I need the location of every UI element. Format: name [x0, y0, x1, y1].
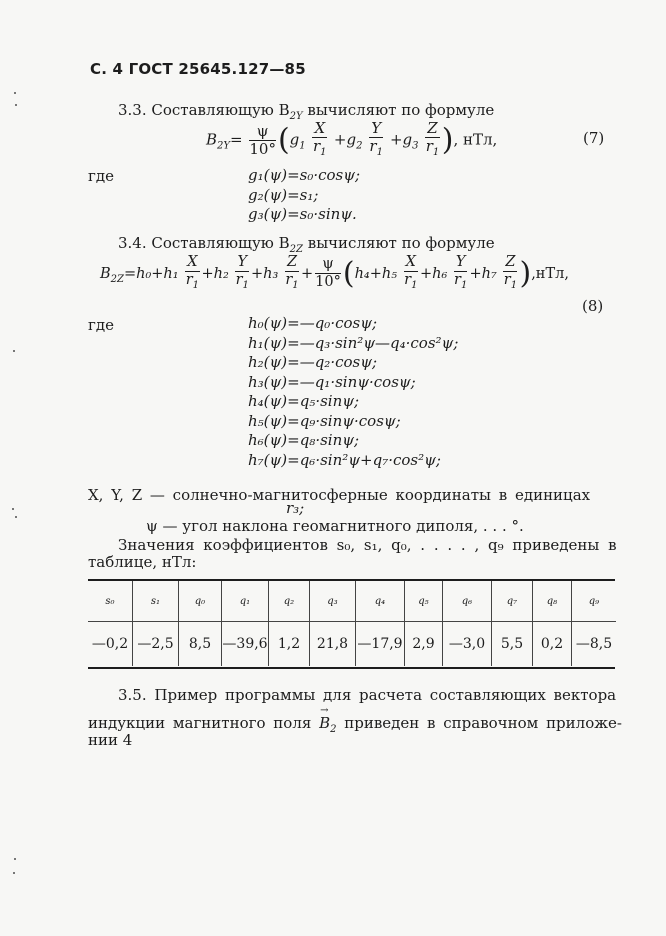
coefficient-table [88, 581, 616, 666]
header-q5: q₅ [405, 581, 443, 622]
vector-b2 [319, 705, 337, 735]
value-q3: 21,8 [310, 622, 356, 667]
section-3-5-line-1: 3.5. Пример программы для расчета составляющих вектора [118, 686, 617, 704]
eq8-plus-h7: +h₇ [469, 265, 497, 282]
eq8-r-6: r [503, 272, 511, 288]
eq7-g1-sub: 1 [299, 140, 306, 152]
header-q7: q₇ [492, 581, 533, 622]
eq7-y-over-r1 [369, 120, 383, 161]
eq8-y: Y [237, 254, 248, 270]
eq8-r-4: r [404, 272, 412, 288]
eq7-g1: g [289, 130, 300, 149]
eq8-x-over-r1 [185, 254, 199, 294]
scan-speck [15, 516, 17, 518]
coefficients-sentence: Значения коэффициентов s₀, s₁, q₀, . . . . , q₉ приведены в [118, 536, 617, 554]
scan-speck [14, 92, 16, 94]
equation-8-number: (8) [582, 297, 604, 315]
eq7-g2-sub: 2 [356, 140, 363, 152]
eq8-y-over-r1-inner [454, 254, 468, 294]
section-3-5-line-3: нии 4 [88, 731, 133, 749]
eq8-inner-start: h₄+h₅ [354, 265, 398, 282]
header-s0: s₀ [88, 581, 133, 622]
section-3-4-subscript: 2Z [289, 244, 303, 255]
section-3-4-outro: вычисляют по формуле [302, 234, 495, 252]
value-q5: 2,9 [405, 622, 443, 667]
eq7-equals: = [230, 130, 243, 149]
eq8-open-paren: ( [342, 255, 355, 291]
value-q8: 0,2 [533, 622, 572, 667]
section-3-3-subscript: 2Y [289, 111, 303, 122]
coefficient-table-grid [88, 581, 616, 666]
eq8-x-inner: X [405, 254, 416, 270]
h4-definition: h₄(ψ)=q₅·sinψ; [248, 392, 360, 410]
eq8-z-inner: Z [505, 254, 516, 270]
where-label-1: где [88, 167, 114, 185]
eq8-y-inner: Y [455, 254, 466, 270]
eq7-g3: g [402, 130, 413, 149]
eq7-open-paren: ( [277, 122, 290, 158]
eq7-g3-sub: 3 [412, 140, 419, 152]
g2-definition: g₂(ψ)=s₁; [248, 185, 319, 204]
where-label-2: где [88, 316, 114, 334]
eq8-r-1: r [185, 272, 193, 288]
header-q9: q₉ [588, 595, 600, 607]
section-3-5-line-2a: индукции магнитного поля [88, 714, 320, 732]
eq7-close-paren: ) [441, 122, 454, 158]
eq8-z-over-r1-inner [503, 254, 517, 294]
eq8-y-over-r1 [235, 254, 249, 294]
eq8-r-sub-2: 1 [242, 279, 249, 291]
header-s1: s₁ [133, 581, 179, 622]
eq7-z-over-r1 [425, 120, 439, 161]
scan-speck [14, 858, 16, 860]
eq7-r-sub-2: 1 [376, 147, 383, 158]
h2-definition: h₂(ψ)=—q₂·cosψ; [248, 353, 378, 371]
eq8-close-paren: ) [519, 255, 532, 291]
vector-arrow-icon: → [320, 705, 329, 716]
section-3-3-intro: 3.3. Составляющую B [118, 101, 290, 119]
eq8-plus-h2: +h₂ [201, 265, 229, 282]
scan-speck [13, 350, 15, 352]
section-3-4-heading [118, 234, 495, 255]
eq8-r-3: r [285, 272, 293, 288]
header-q8: q₈ [533, 581, 572, 622]
table-intro: таблице, нТл: [88, 553, 197, 571]
eq8-r-sub-6: 1 [510, 279, 518, 291]
eq7-psi: ψ [249, 123, 276, 141]
value-q9: —8,5 [575, 636, 613, 652]
g1-definition: g₁(ψ)=s₀·cosψ; [248, 166, 361, 184]
eq8-plus-h3: +h₃ [251, 265, 279, 282]
eq8-psi: ψ [315, 256, 341, 274]
eq8-r-sub-4: 1 [411, 279, 418, 291]
h1-definition: h₁(ψ)=—q₃·sin²ψ—q₄·cos²ψ; [248, 333, 459, 352]
header-q6: q₆ [443, 581, 492, 622]
section-3-4-intro: 3.4. Составляющую B [118, 234, 290, 252]
section-3-5-line-2 [88, 705, 622, 735]
equation-8 [100, 254, 569, 294]
eq8-r-sub-5: 1 [460, 279, 468, 291]
eq8-plus-h6: +h₆ [419, 265, 448, 282]
eq7-r-3: r [425, 137, 433, 155]
table-value-row [88, 622, 616, 667]
value-q6: —3,0 [443, 622, 492, 667]
eq7-g2: g [346, 130, 357, 149]
h7-definition: h₇(ψ)=q₆·sin²ψ+q₇·cos²ψ; [248, 450, 441, 469]
header-q1: q₁ [222, 581, 269, 622]
eq7-psi-over-10 [249, 123, 276, 158]
value-q2: 1,2 [269, 622, 310, 667]
eq7-plus-1: + [333, 130, 347, 149]
eq7-lhs: B [206, 130, 218, 149]
eq8-r-5: r [454, 272, 461, 288]
h5-definition: h₅(ψ)=q₉·sinψ·cosψ; [248, 411, 401, 430]
header-q0: q₀ [179, 581, 222, 622]
g3-definition: g₃(ψ)=s₀·sinψ. [248, 205, 357, 223]
eq8-r-2: r [235, 272, 243, 288]
value-q0: 8,5 [179, 622, 222, 667]
eq7-r-sub: 1 [320, 147, 327, 158]
h0-definition: h₀(ψ)=—q₀·cosψ; [248, 314, 378, 332]
value-q7: 5,5 [492, 622, 533, 667]
eq8-unit: ,нТл, [531, 265, 569, 282]
where-list-1 [248, 166, 360, 225]
eq7-x: X [314, 119, 326, 137]
eq8-10deg: 10° [315, 274, 341, 291]
eq8-r-sub-1: 1 [192, 279, 199, 291]
section-3-5-line-2b: приведен в справочном приложе- [336, 714, 622, 732]
eq8-z: Z [286, 254, 298, 270]
eq7-r: r [313, 137, 321, 155]
eq8-psi-over-10 [315, 256, 341, 291]
equation-7 [206, 120, 497, 161]
eq7-y: Y [371, 119, 382, 137]
table-bottom-rule [88, 667, 615, 669]
h6-definition: h₆(ψ)=q₈·sinψ; [248, 431, 360, 449]
vector-b: B [319, 714, 331, 732]
psi-definition: ψ — угол наклона геомагнитного диполя, . . . °. [146, 517, 524, 535]
scan-speck [13, 872, 15, 874]
eq7-plus-2: + [389, 130, 403, 149]
where-list-2 [248, 314, 458, 470]
value-q1: —39,6 [222, 622, 269, 667]
header-q3: q₃ [310, 581, 356, 622]
page-header: С. 4 ГОСТ 25645.127—85 [90, 60, 306, 78]
xyz-definition: X, Y, Z — солнечно-магнитосферные координаты в единицах [88, 486, 591, 504]
h3-definition: h₃(ψ)=—q₁·sinψ·cosψ; [248, 372, 416, 391]
eq8-x-over-r1-inner [404, 254, 418, 294]
eq7-lhs-sub: 2Y [217, 140, 230, 152]
eq8-r-sub-3: 1 [292, 279, 299, 291]
eq8-lhs-sub: 2Z [110, 273, 124, 285]
value-q4: —17,9 [356, 622, 405, 667]
equation-7-number: (7) [583, 129, 605, 147]
eq8-z-over-r1 [285, 254, 299, 294]
eq8-start: =h₀+h₁ [123, 265, 179, 282]
eq7-r-sub-3: 1 [432, 147, 440, 158]
value-s1: —2,5 [133, 622, 179, 667]
section-3-3-outro: вычисляют по формуле [302, 101, 495, 119]
eq8-plus: + [301, 265, 314, 282]
header-q4: q₄ [356, 581, 405, 622]
scan-speck [12, 508, 14, 510]
eq8-lhs: B [100, 265, 111, 282]
r3-definition: r₃; [286, 499, 305, 517]
eq7-z: Z [427, 119, 438, 137]
eq7-unit: , нТл, [453, 130, 498, 149]
eq7-x-over-r1 [312, 120, 327, 161]
eq7-r-2: r [369, 137, 377, 155]
scan-speck [15, 104, 17, 106]
value-s0: —0,2 [88, 622, 133, 667]
header-q2: q₂ [269, 581, 310, 622]
eq7-10deg: 10° [249, 140, 276, 158]
vector-b-sub: 2 [330, 724, 337, 735]
table-header-row [88, 581, 616, 622]
eq8-x: X [187, 254, 198, 270]
